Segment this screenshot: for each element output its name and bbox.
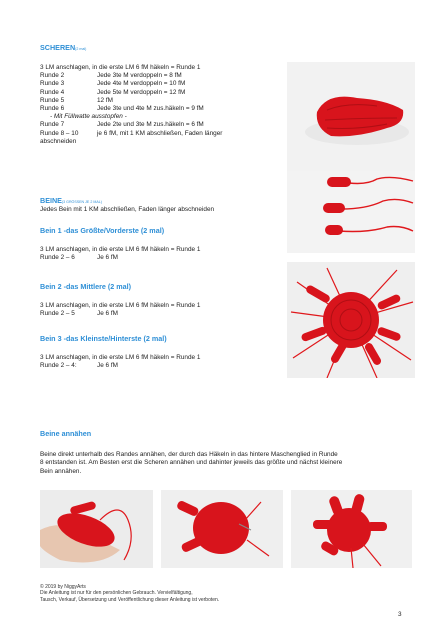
scheren-row: Runde 6 Jede 3te und 4te M zus.häkeln = 9 fM — [40, 105, 204, 113]
bein2-heading: Bein 2 -das Mittlere (2 mal) — [40, 282, 132, 291]
legs-photo — [287, 171, 415, 253]
scheren-row: Runde 8 – 10 je 6 fM, mit 1 KM abschließen, Faden länger — [40, 129, 223, 137]
bein1-heading: Bein 1 -das Größte/Vorderste (2 mal) — [40, 226, 165, 235]
sewing-photo-3 — [291, 490, 412, 568]
bein3-heading: Bein 3 -das Kleinste/Hinterste (2 mal) — [40, 334, 167, 343]
claw-photo — [287, 62, 415, 172]
bein3-instructions: 3 LM anschlagen, in die erste LM 6 fM häkeln = Runde 1 Runde 2 – 4: Je 6 fM — [40, 354, 201, 370]
footer-copyright: © 2019 by NiggyArts Die Anleitung ist nur für den persönlichen Gebrauch. Vervielfältigung, Tausch, Verkauf, Übersetzung und Veröffentlichung dieser Anleitung ist verboten. — [40, 584, 220, 603]
annaehen-heading: Beine annähen — [40, 429, 92, 438]
sewing-photo-2 — [161, 490, 283, 568]
beine-note: (3 GRÖSSEN JE 2 MAL) — [61, 200, 102, 204]
beine-intro: Jedes Bein mit 1 KM abschließen, Faden länger abschneiden — [40, 206, 215, 213]
page-number: 3 — [398, 611, 402, 618]
body-with-legs-photo — [287, 262, 415, 378]
scheren-row: Runde 4 Jede 5te M verdoppeln = 12 fM — [40, 88, 186, 96]
annaehen-paragraph: Beine direkt unterhalb des Randes annähen, der durch das Häkeln in das hintere Maschenglied in Runde 8 entstanden ist. Am Besten erst die Scheren annähen und dahinter jeweils das größte und nächst kleinere Bein annähen. — [40, 451, 343, 475]
bein2-instructions: 3 LM anschlagen, in die erste LM 6 fM häkeln = Runde 1 Runde 2 – 5 Je 6 fM — [40, 302, 201, 318]
scheren-intro: 3 LM anschlagen, in die erste LM 6 fM häkeln = Runde 1 — [40, 64, 201, 71]
scheren-row: Runde 2 Jede 3te M verdoppeln = 8 fM — [40, 72, 182, 80]
sewing-photo-1 — [40, 490, 153, 568]
scheren-row-continued: abschneiden — [40, 137, 77, 145]
scheren-row: Runde 5 12 fM — [40, 96, 113, 104]
scheren-instructions — [40, 64, 222, 146]
scheren-row: Runde 7 Jede 2te und 3te M zus.häkeln = 6 fM — [40, 121, 204, 129]
beine-heading: BEINE(3 GRÖSSEN JE 2 MAL) — [40, 196, 102, 205]
stuffing-note: - Mit Füllwatte ausstopfen - — [50, 113, 127, 121]
scheren-note: (2 mal) — [75, 47, 87, 51]
bein1-instructions: 3 LM anschlagen, in die erste LM 6 fM häkeln = Runde 1 Runde 2 – 6 Je 6 fM — [40, 246, 201, 262]
scheren-heading: SCHEREN(2 mal) — [40, 43, 87, 52]
scheren-row: Runde 3 Jede 4te M verdoppeln = 10 fM — [40, 80, 186, 88]
